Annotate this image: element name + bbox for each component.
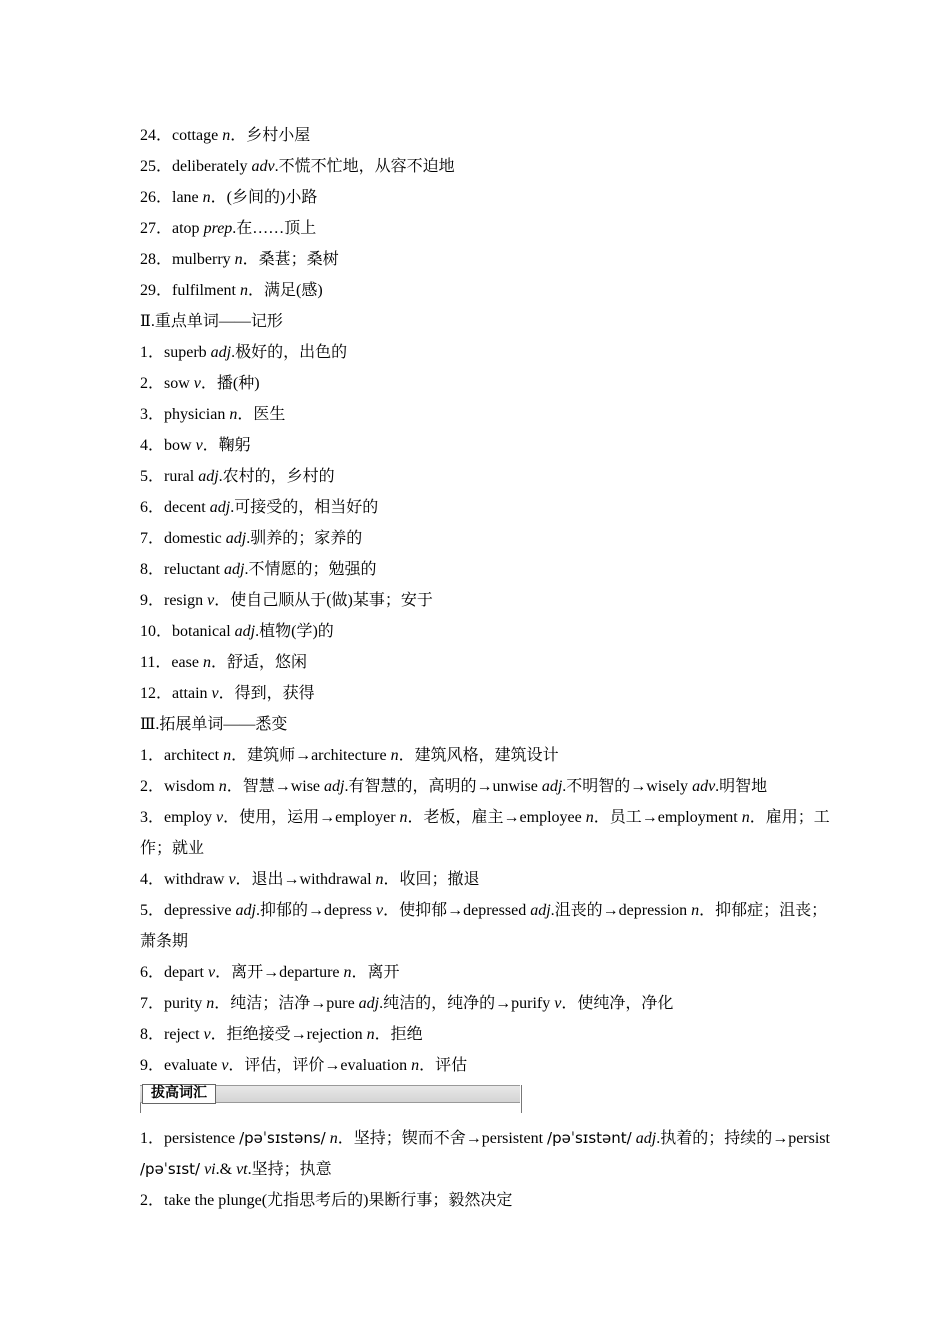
entry-word: 29．fulfilment — [140, 282, 240, 299]
vocab-entry — [140, 430, 830, 461]
entry-text: .有智慧的，高明的→unwise — [344, 778, 542, 795]
key-words-list — [140, 337, 830, 709]
vocab-entry — [140, 864, 830, 895]
entry-text: 4．withdraw — [140, 871, 229, 888]
entry-definition: ．使自己顺从于(做)某事；安于 — [214, 592, 433, 609]
entry-word: 24．cottage — [140, 127, 223, 144]
entry-text: ．使用，运用→employer — [223, 809, 400, 826]
entry-text: .不明智的→wisely — [562, 778, 693, 795]
extended-words-list — [140, 740, 830, 1081]
entry-text: .明智地 — [715, 778, 768, 795]
part-of-speech: adv — [251, 158, 275, 175]
entry-definition: ．满足(感) — [248, 282, 323, 299]
vocab-entry — [140, 585, 830, 616]
part-of-speech: adj — [234, 623, 256, 640]
entry-word: 28．mulberry — [140, 251, 235, 268]
entry-definition: ．医生 — [237, 406, 286, 423]
entry-text: ．评估，评价→evaluation — [228, 1057, 412, 1074]
entry-text: 1．persistence — [140, 1130, 240, 1147]
advanced-vocab-banner — [140, 1085, 830, 1123]
entry-text: ．评估 — [419, 1057, 468, 1074]
part-of-speech: adv — [692, 778, 716, 795]
entry-text: ．纯洁；洁净→pure — [214, 995, 359, 1012]
part-of-speech: v — [207, 964, 216, 981]
core-words-continued-list — [140, 120, 830, 306]
advanced-vocab-list — [140, 1123, 830, 1216]
part-of-speech: adj — [358, 995, 380, 1012]
entry-text: ．离开→departure — [215, 964, 344, 981]
entry-definition: .不情愿的；勉强的 — [244, 561, 377, 578]
part-of-speech: n — [366, 1026, 375, 1043]
entry-definition: .驯养的；家养的 — [246, 530, 363, 547]
part-of-speech: v — [228, 871, 236, 888]
entry-definition: .不慌不忙地，从容不迫地 — [274, 158, 455, 175]
entry-text: 3．employ — [140, 809, 216, 826]
entry-text: 6．depart — [140, 964, 208, 981]
part-of-speech: adj — [635, 1130, 657, 1147]
part-of-speech: v — [376, 902, 384, 919]
entry-text: ．智慧→wise — [226, 778, 325, 795]
vocab-entry — [140, 182, 830, 213]
document-page — [140, 120, 830, 1216]
part-of-speech: v — [216, 809, 224, 826]
vocab-entry — [140, 368, 830, 399]
part-of-speech: n — [202, 189, 211, 206]
entry-text: 7．purity — [140, 995, 207, 1012]
entry-definition: ．乡村小屋 — [230, 127, 311, 144]
vocab-entry — [140, 151, 830, 182]
vocab-entry — [140, 554, 830, 585]
entry-word: 26．lane — [140, 189, 203, 206]
entry-word: 9．resign — [140, 592, 208, 609]
vocab-entry — [140, 492, 830, 523]
part-of-speech: adj — [541, 778, 563, 795]
part-of-speech: n — [375, 871, 384, 888]
entry-word: 2．sow — [140, 375, 194, 392]
part-of-speech: v — [207, 592, 215, 609]
part-of-speech: n — [234, 251, 243, 268]
part-of-speech: n — [229, 406, 238, 423]
entry-word: 7．domestic — [140, 530, 226, 547]
part-of-speech: adj — [235, 902, 256, 919]
part-of-speech: v — [195, 437, 203, 454]
entry-text: ．建筑风格，建筑设计 — [398, 747, 559, 764]
entry-word: 27．atop — [140, 220, 204, 237]
part-of-speech: prep — [203, 220, 233, 237]
entry-definition: ．播(种) — [200, 375, 260, 392]
part-of-speech: n — [585, 809, 594, 826]
entry-text: ．建筑师→architecture — [231, 747, 391, 764]
part-of-speech: adj — [225, 530, 247, 547]
part-of-speech: n — [741, 809, 750, 826]
entry-text: ．退出→withdrawal — [235, 871, 376, 888]
entry-text: ．使纯净，净化 — [561, 995, 674, 1012]
part-of-speech: n — [206, 995, 215, 1012]
vocab-entry — [140, 1050, 830, 1081]
entry-text: ．拒绝 — [374, 1026, 423, 1043]
part-of-speech: v — [554, 995, 562, 1012]
entry-text: ．拒绝接受→rejection — [210, 1026, 367, 1043]
entry-text: .沮丧的→depression — [550, 902, 692, 919]
vocab-entry — [140, 461, 830, 492]
entry-text: 8．reject — [140, 1026, 204, 1043]
entry-text: ．老板，雇主→employee — [407, 809, 586, 826]
vocab-entry — [140, 957, 830, 988]
section-heading-key-words: Ⅱ.重点单词——记形 — [140, 313, 283, 330]
entry-definition: ．(乡间的)小路 — [210, 189, 318, 206]
entry-definition: .极好的，出色的 — [231, 344, 348, 361]
part-of-speech: n — [240, 282, 248, 299]
part-of-speech: v — [193, 375, 201, 392]
part-of-speech: adj — [198, 468, 219, 485]
entry-text: ．雇用；工作；就业 — [140, 809, 830, 857]
entry-definition: .农村的，乡村的 — [218, 468, 335, 485]
part-of-speech: adj — [530, 902, 551, 919]
part-of-speech: n — [222, 127, 231, 144]
entry-text: .执着的；持续的→persist — [656, 1130, 830, 1147]
part-of-speech: n — [223, 747, 232, 764]
entry-text: ．收回；撤退 — [383, 871, 480, 888]
entry-word: 5．rural — [140, 468, 199, 485]
entry-text: ．使抑郁→depressed — [383, 902, 531, 919]
vocab-entry — [140, 1185, 830, 1216]
vocab-entry — [140, 1019, 830, 1050]
vocab-entry — [140, 895, 830, 957]
vocab-entry — [140, 523, 830, 554]
entry-word: 3．physician — [140, 406, 230, 423]
entry-definition: ．得到，获得 — [218, 685, 315, 702]
vocab-entry — [140, 771, 830, 802]
phonetic-transcription: /pəˈsɪstəns/ — [239, 1129, 326, 1147]
part-of-speech: adj — [223, 561, 245, 578]
part-of-speech: n — [691, 902, 700, 919]
vocab-entry — [140, 120, 830, 151]
part-of-speech: n — [218, 778, 227, 795]
part-of-speech: v — [203, 1026, 211, 1043]
vocab-entry — [140, 616, 830, 647]
entry-word: 4．bow — [140, 437, 196, 454]
part-of-speech: adj — [209, 499, 231, 516]
vocab-entry — [140, 1123, 830, 1185]
vocab-entry — [140, 399, 830, 430]
part-of-speech: n — [411, 1057, 420, 1074]
entry-text: ．员工→employment — [593, 809, 742, 826]
part-of-speech: vi — [204, 1161, 216, 1178]
entry-definition: .植物(学)的 — [255, 623, 334, 640]
vocab-entry — [140, 647, 830, 678]
banner-label: 拔高词汇 — [142, 1084, 216, 1104]
phonetic-transcription: /pəˈsɪst/ — [140, 1160, 201, 1178]
entry-definition: ．舒适，悠闲 — [210, 654, 307, 671]
entry-text: 9．evaluate — [140, 1057, 222, 1074]
vocab-entry — [140, 337, 830, 368]
vocab-entry — [140, 988, 830, 1019]
entry-word: 10．botanical — [140, 623, 235, 640]
entry-text: ．坚持；锲而不舍→persistent — [337, 1130, 548, 1147]
entry-word: 12．attain — [140, 685, 212, 702]
section-heading-extended-words: Ⅲ.拓展单词——悉变 — [140, 716, 288, 733]
entry-text: .& — [215, 1161, 237, 1178]
entry-text: .抑郁的→depress — [256, 902, 376, 919]
entry-text: 1．architect — [140, 747, 224, 764]
entry-word: 11．ease — [140, 654, 203, 671]
entry-text: ．离开 — [351, 964, 400, 981]
entry-text: 5．depressive — [140, 902, 236, 919]
vocab-entry — [140, 244, 830, 275]
part-of-speech: n — [202, 654, 211, 671]
part-of-speech: n — [390, 747, 399, 764]
entry-text: .纯洁的，纯净的→purify — [379, 995, 555, 1012]
vocab-entry — [140, 802, 830, 864]
entry-definition: ．鞠躬 — [202, 437, 251, 454]
entry-text: 2．wisdom — [140, 778, 219, 795]
entry-word: 8．reluctant — [140, 561, 224, 578]
part-of-speech: n — [329, 1130, 338, 1147]
part-of-speech: vt — [236, 1161, 248, 1178]
part-of-speech: adj — [210, 344, 232, 361]
entry-text: .坚持；执意 — [247, 1161, 332, 1178]
part-of-speech: adj — [324, 778, 345, 795]
entry-word: 6．decent — [140, 499, 210, 516]
entry-definition: .可接受的，相当好的 — [230, 499, 379, 516]
part-of-speech: v — [211, 685, 219, 702]
vocab-entry — [140, 213, 830, 244]
entry-text: ．抑郁症；沮丧；萧条期 — [140, 902, 828, 950]
phonetic-transcription: /pəˈsɪstənt/ — [547, 1129, 632, 1147]
vocab-entry — [140, 275, 830, 306]
part-of-speech: n — [399, 809, 408, 826]
entry-definition: .在……顶上 — [232, 220, 317, 237]
part-of-speech: v — [221, 1057, 229, 1074]
entry-text: 2．take the plunge(尤指思考后的)果断行事；毅然决定 — [140, 1192, 513, 1209]
vocab-entry — [140, 678, 830, 709]
entry-word: 1．superb — [140, 344, 211, 361]
entry-definition: ．桑葚；桑树 — [242, 251, 339, 268]
entry-word: 25．deliberately — [140, 158, 252, 175]
part-of-speech: n — [343, 964, 352, 981]
vocab-entry — [140, 740, 830, 771]
